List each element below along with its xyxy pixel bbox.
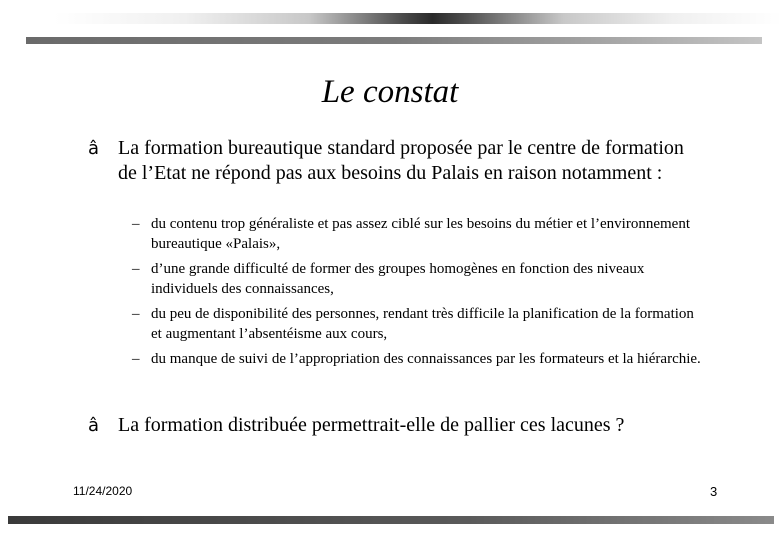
subbullet-item: [132, 215, 702, 254]
bullet-text: La formation bureautique standard proposée par le centre de formation de l’Etat ne répond pas aux besoins du Palais en raison notamment :: [118, 137, 684, 184]
header-rule: [26, 37, 762, 44]
subbullet-text: du manque de suivi de l’appropriation des connaissances par les formateurs et la hiérarchie.: [151, 351, 701, 367]
slide-title: Le constat: [321, 74, 459, 110]
dash-marker: –: [132, 216, 140, 232]
subbullet-list: [132, 215, 702, 376]
footer-rule: [8, 516, 774, 524]
subbullet-text: du peu de disponibilité des personnes, rendant très difficile la planification de la formation et augmentant l’absentéisme aux cours,: [151, 306, 694, 342]
subbullet-text: d’une grande difficulté de former des groupes homogènes en fonction des niveaux individuels des connaissances,: [151, 261, 645, 297]
footer-date: 11/24/2020: [73, 484, 133, 498]
dash-marker: –: [132, 306, 140, 322]
bullet-text: La formation distribuée permettrait-elle de pallier ces lacunes ?: [118, 414, 625, 436]
bullet-marker-icon: â: [88, 415, 100, 436]
subbullet-item: [132, 350, 702, 370]
subbullet-text: du contenu trop généraliste et pas assez ciblé sur les besoins du métier et l’environnement bureautique «Palais»,: [151, 216, 690, 252]
top-gradient-bar: [54, 13, 780, 24]
bullet-marker-icon: â: [88, 138, 100, 159]
bullet-item: [88, 413, 688, 438]
dash-marker: –: [132, 351, 140, 367]
dash-marker: –: [132, 261, 140, 277]
subbullet-item: [132, 305, 702, 344]
bullet-item: [88, 136, 688, 186]
subbullet-item: [132, 260, 702, 299]
page-number: 3: [710, 484, 718, 499]
